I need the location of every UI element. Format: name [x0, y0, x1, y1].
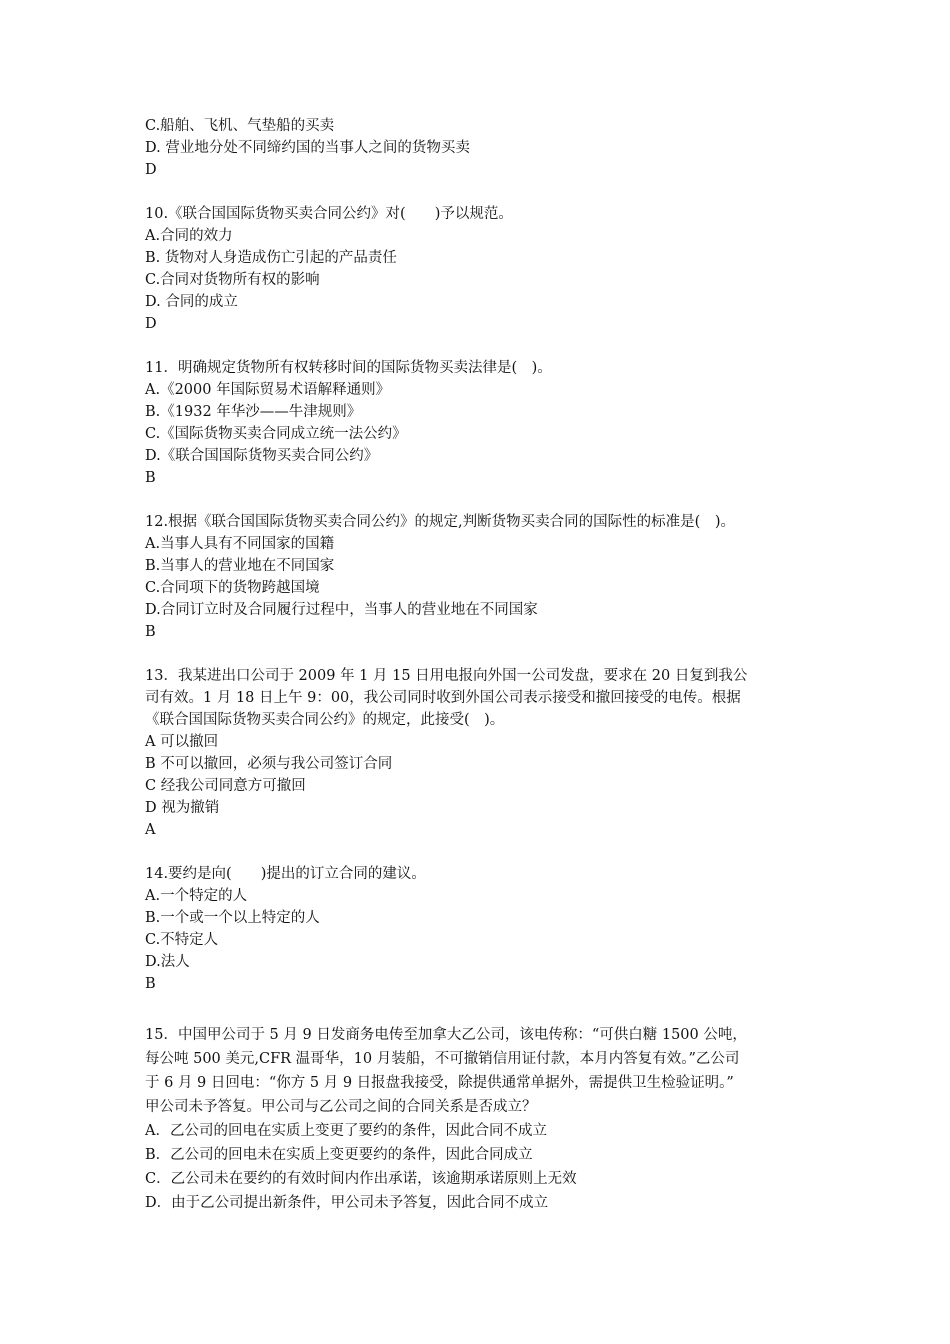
- question-stem-line: 15．中国甲公司于 5 月 9 日发商务电传至加拿大乙公司，该电传称：“可供白糖 1500 公吨，: [145, 1027, 747, 1043]
- option-c: C.合同对货物所有权的影响: [145, 272, 320, 288]
- option-c: C.合同项下的货物跨越国境: [145, 580, 320, 596]
- option-c: C 经我公司同意方可撤回: [145, 778, 306, 794]
- option-d: D. 合同的成立: [145, 294, 238, 310]
- option-c: C.船舶、飞机、气垫船的买卖: [145, 118, 335, 134]
- option-a: A.一个特定的人: [145, 888, 248, 904]
- question-stem-line: 每公吨 500 美元,CFR 温哥华，10 月装船，不可撤销信用证付款，本月内答复有效。”乙公司: [145, 1051, 740, 1067]
- option-b: B 不可以撤回，必须与我公司签订合同: [145, 756, 393, 772]
- answer: A: [145, 822, 156, 838]
- answer: D: [145, 316, 157, 332]
- option-d: D.法人: [145, 954, 190, 970]
- question-stem: 14.要约是向( )提出的订立合同的建议。: [145, 866, 426, 882]
- option-d: D. 营业地分处不同缔约国的当事人之间的货物买卖: [145, 140, 470, 156]
- question-stem: 11．明确规定货物所有权转移时间的国际货物买卖法律是( )。: [145, 360, 552, 376]
- question-14: [145, 863, 815, 995]
- question-stem: 10.《联合国国际货物买卖合同公约》对( )予以规范。: [145, 206, 513, 222]
- answer: B: [145, 470, 156, 486]
- option-d: D．由于乙公司提出新条件，甲公司未予答复，因此合同不成立: [145, 1195, 549, 1211]
- option-a: A.《2000 年国际贸易术语解释通则》: [145, 382, 391, 398]
- option-c: C．乙公司未在要约的有效时间内作出承诺，该逾期承诺原则上无效: [145, 1171, 577, 1187]
- option-a: A 可以撤回: [145, 734, 219, 750]
- question-13: [145, 665, 815, 841]
- option-c: C.不特定人: [145, 932, 219, 948]
- option-d: D.合同订立时及合同履行过程中，当事人的营业地在不同国家: [145, 602, 538, 618]
- option-c: C.《国际货物买卖合同成立统一法公约》: [145, 426, 407, 442]
- question-11: [145, 357, 815, 489]
- document-page: [145, 115, 815, 1215]
- question-15: [145, 1023, 815, 1215]
- option-b: B. 货物对人身造成伤亡引起的产品责任: [145, 250, 397, 266]
- question-9-continuation: [145, 115, 815, 181]
- question-12: [145, 511, 815, 643]
- question-10: [145, 203, 815, 335]
- option-a: A.当事人具有不同国家的国籍: [145, 536, 335, 552]
- option-a: A.合同的效力: [145, 228, 233, 244]
- option-b: B．乙公司的回电未在实质上变更要约的条件，因此合同成立: [145, 1147, 533, 1163]
- option-b: B.一个或一个以上特定的人: [145, 910, 320, 926]
- option-d: D.《联合国国际货物买卖合同公约》: [145, 448, 379, 464]
- answer: D: [145, 162, 157, 178]
- option-d: D 视为撤销: [145, 800, 220, 816]
- answer: B: [145, 976, 156, 992]
- option-b: B.《1932 年华沙——牛津规则》: [145, 404, 362, 420]
- question-stem-line: 司有效。1 月 18 日上午 9：00，我公司同时收到外国公司表示接受和撤回接受的电传。根据: [145, 690, 741, 706]
- answer: B: [145, 624, 156, 640]
- question-stem: 12.根据《联合国国际货物买卖合同公约》的规定,判断货物买卖合同的国际性的标准是( )。: [145, 514, 735, 530]
- question-stem-line: 《联合国国际货物买卖合同公约》的规定，此接受( )。: [145, 712, 505, 728]
- question-stem-line: 甲公司未予答复。甲公司与乙公司之间的合同关系是否成立？: [145, 1099, 537, 1115]
- question-stem-line: 于 6 月 9 日回电：“你方 5 月 9 日报盘我接受，除提供通常单据外，需提供卫生检验证明。”: [145, 1075, 734, 1091]
- option-b: B.当事人的营业地在不同国家: [145, 558, 335, 574]
- question-stem-line: 13．我某进出口公司于 2009 年 1 月 15 日用电报向外国一公司发盘，要求在 20 日复到我公: [145, 668, 748, 684]
- option-a: A．乙公司的回电在实质上变更了要约的条件，因此合同不成立: [145, 1123, 547, 1139]
